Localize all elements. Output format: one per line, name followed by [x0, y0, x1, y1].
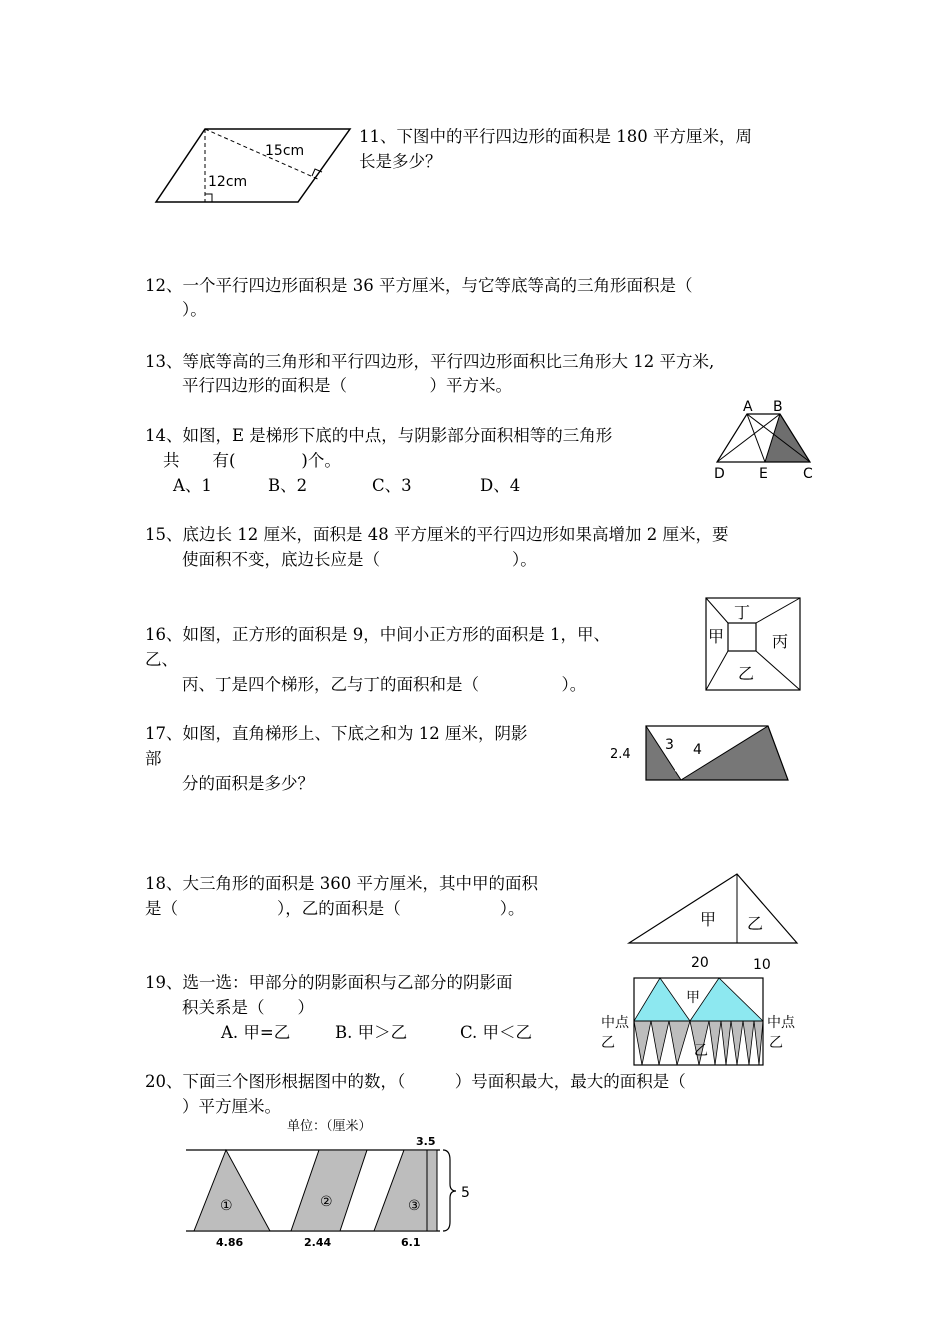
label-d: D: [714, 466, 725, 482]
q16-line2: 乙、: [145, 650, 178, 669]
label-e: E: [759, 466, 768, 482]
label-3: 3: [665, 737, 674, 753]
q16-line3: 丙、丁是四个梯形，乙与丁的面积和是（ ）。: [182, 675, 587, 694]
q20-line1: 20、下面三个图形根据图中的数，（ ）号面积最大，最大的面积是（: [145, 1072, 686, 1091]
label-20: 20: [691, 955, 709, 971]
q17-line1: 17、如图，直角梯形上、下底之和为 12 厘米，阴影: [145, 724, 528, 743]
label-3-5: 3.5: [416, 1135, 436, 1148]
diag-bl: [706, 651, 728, 690]
label-mid-left: 中点: [601, 1015, 629, 1031]
q12-line2: ）。: [182, 300, 207, 319]
q19-option-a: A. 甲=乙: [221, 1023, 291, 1042]
label-jia: 甲: [700, 910, 717, 929]
shape-1-triangle: [194, 1150, 270, 1231]
q17-line3: 分的面积是多少？: [182, 774, 314, 793]
shaded-triangle: [765, 414, 810, 462]
q16-line1: 16、如图，正方形的面积是 9，中间小正方形的面积是 1，甲、: [145, 625, 610, 644]
label-b: B: [773, 399, 783, 415]
label-5: 5: [461, 1185, 470, 1201]
cyan-right: [690, 978, 763, 1021]
q18-line1: 18、大三角形的面积是 360 平方厘米，其中甲的面积: [145, 874, 538, 893]
height-brace: [443, 1150, 456, 1231]
label-ding: 丁: [734, 603, 751, 622]
q19-figure: [597, 975, 812, 1070]
q14-option-a: A、1: [173, 476, 212, 495]
q12-line1: 12、一个平行四边形面积是 36 平方厘米，与它等底等高的三角形面积是（: [145, 276, 693, 295]
q18-line2: 是（ ），乙的面积是（ ）。: [145, 899, 525, 918]
diag-tl: [706, 598, 728, 623]
label-2-4: 2.4: [610, 747, 631, 762]
label-4: 4: [693, 742, 702, 758]
label-mid-right: 中点: [767, 1015, 795, 1031]
q19-line1: 19、选一选：甲部分的阴影面积与乙部分的阴影面: [145, 973, 513, 992]
q16-figure: [705, 597, 801, 691]
shape-1-number: ①: [220, 1198, 233, 1214]
q11-figure: [150, 120, 350, 210]
label-yi-right: 乙: [769, 1035, 783, 1051]
big-triangle: [629, 874, 797, 943]
label-15cm: 15cm: [265, 143, 305, 159]
q17-line2: 部: [145, 749, 162, 768]
label-10: 10: [753, 957, 771, 973]
label-yi: 乙: [738, 664, 755, 683]
unit-label: 单位：（厘米）: [287, 1119, 372, 1134]
label-2-44: 2.44: [304, 1236, 332, 1249]
q14-option-b: B、2: [268, 476, 308, 495]
parallelogram: [156, 129, 350, 202]
q14-option-c: C、3: [372, 476, 412, 495]
label-jia: 甲: [686, 990, 700, 1006]
label-4-86: 4.86: [216, 1236, 244, 1249]
label-yi: 乙: [747, 914, 764, 933]
label-12cm: 12cm: [208, 174, 248, 190]
q11-line2: 长是多少？: [359, 152, 442, 171]
shape-2-number: ②: [320, 1194, 333, 1210]
shape-3-number: ③: [408, 1198, 421, 1214]
q15-line1: 15、底边长 12 厘米，面积是 48 平方厘米的平行四边形如果高增加 2 厘米，要: [145, 525, 729, 544]
q19-line2: 积关系是（ ）: [182, 998, 314, 1017]
label-jia: 甲: [708, 627, 725, 646]
q14-line2: 共 有( )个。: [163, 451, 341, 470]
q18-figure: [625, 870, 805, 975]
diag-br: [756, 651, 800, 690]
label-a: A: [743, 399, 753, 415]
cyan-left: [634, 978, 690, 1021]
label-c: C: [803, 466, 813, 482]
q19-option-c: C. 甲＜乙: [460, 1023, 533, 1042]
q14-option-d: D、4: [480, 476, 521, 495]
q13-line1: 13、等底等高的三角形和平行四边形，平行四边形面积比三角形大 12 平方米,: [145, 352, 715, 371]
q15-line2: 使面积不变，底边长应是（ ）。: [182, 550, 537, 569]
q19-option-b: B. 甲＞乙: [335, 1023, 408, 1042]
shape-3-trapezoid: [374, 1150, 437, 1231]
q11-line1: 11、下图中的平行四边形的面积是 180 平方厘米，周: [359, 127, 752, 146]
diag-tr: [756, 598, 800, 623]
inner-square: [728, 623, 756, 651]
label-yi-left: 乙: [601, 1035, 615, 1051]
q17-figure: [605, 720, 795, 785]
q13-line2: 平行四边形的面积是（ ）平方米。: [182, 376, 512, 395]
label-yi-center: 乙: [694, 1043, 708, 1059]
q14-figure: [710, 396, 820, 486]
q20-figure: [180, 1112, 480, 1247]
label-6-1: 6.1: [401, 1236, 421, 1249]
label-bing: 丙: [772, 632, 789, 651]
shape-2-parallelogram: [291, 1150, 367, 1231]
q20-line2: ）平方厘米。: [182, 1097, 281, 1116]
right-angle-mark: [205, 194, 212, 202]
q14-line1: 14、如图，E 是梯形下底的中点，与阴影部分面积相等的三角形: [145, 426, 613, 445]
